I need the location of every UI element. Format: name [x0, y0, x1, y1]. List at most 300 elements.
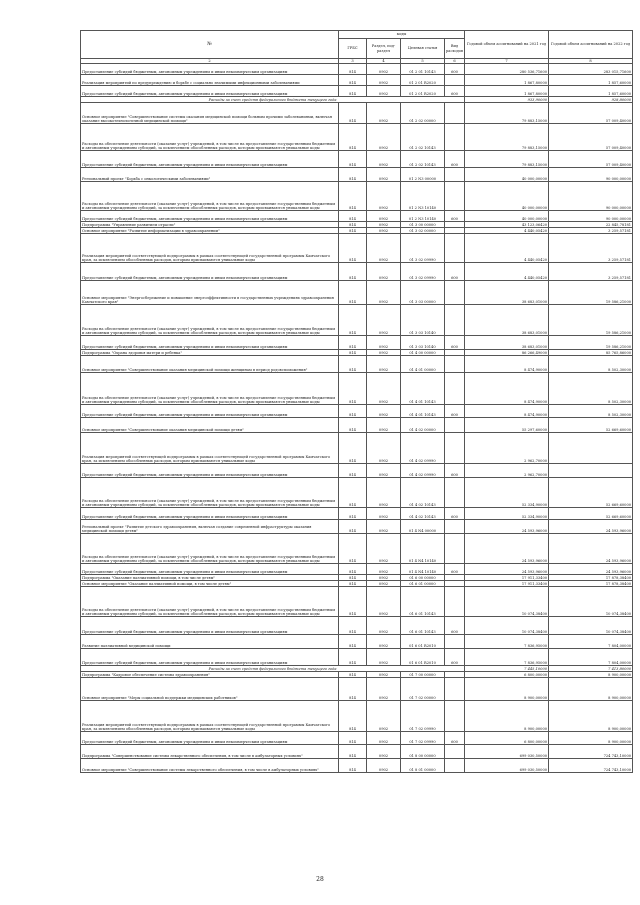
cell-section: 0902 [367, 64, 401, 75]
cell-section: 0902 [367, 635, 401, 649]
cell-vol-2022: 283 015,71600 [549, 64, 633, 75]
table-row [81, 373, 633, 405]
cell-grbs: 814 [339, 263, 367, 281]
cell-vol-2022: 724 743,10000 [549, 759, 633, 773]
cell-vol-2022: 8 900,00000 [549, 701, 633, 732]
cell-vol-2022: 22 845,78181 [549, 222, 633, 228]
cell-name: Расходы на обеспечение деятельности (оказание услуг) учреждений, в том числе на предоставление государственным бюджетным и автономным учреждениям субсидий, за исключением обособленных расходов, которым присваиваются уникальные коды [81, 124, 339, 151]
cell-grbs: 814 [339, 182, 367, 211]
cell-section: 0902 [367, 534, 401, 564]
cell-name: Подпрограмма "Оказание паллиативной помощи, в том числе детям" [81, 575, 339, 581]
col-index: 7 [465, 59, 549, 64]
cell-target: 01 3 00 00000 [401, 222, 445, 228]
cell-section: 0902 [367, 649, 401, 666]
cell-grbs: 814 [339, 745, 367, 759]
cell-grbs: 814 [339, 649, 367, 666]
cell-exp-type [445, 103, 465, 124]
cell-target: 01 4 00 00000 [401, 350, 445, 356]
cell-vol-2021: 10 074,38400 [465, 617, 549, 635]
cell-name: Предоставление субсидий бюджетным, автономным учреждениям и иным некоммерческим организациям [81, 617, 339, 635]
cell-vol-2022: 90 000,00000 [549, 168, 633, 182]
cell-name: Основное мероприятие "Энергосбережение и повышение энергоэффективности в государственных учреждениях здравоохранения Камчатского края" [81, 281, 339, 305]
cell-vol-2022: 57 009,40000 [549, 151, 633, 168]
cell-section: 0902 [367, 281, 401, 305]
cell-vol-2021: 10 074,38400 [465, 587, 549, 617]
cell-vol-2021: 40 000,00000 [465, 182, 549, 211]
cell-exp-type [445, 356, 465, 373]
cell-target: 01 3 03 10140 [401, 305, 445, 336]
budget-table [80, 30, 633, 773]
cell-name: Основное мероприятие "Оказание паллиативной помощи, в том числе детям" [81, 581, 339, 587]
cell-name: Основное мероприятие "Совершенствование оказания медицинской помощи детям" [81, 418, 339, 433]
cell-vol-2021: 699 030,50000 [465, 759, 549, 773]
page-number: 28 [316, 876, 324, 883]
cell-vol-2021: 86 266,49000 [465, 350, 549, 356]
cell-vol-2022: 90 000,00000 [549, 211, 633, 222]
cell-section: 0902 [367, 263, 401, 281]
cell-vol-2022: 10 074,38400 [549, 587, 633, 617]
cell-target: 01 2 N3 10140 [401, 182, 445, 211]
table-row [81, 617, 633, 635]
cell-section: 0902 [367, 759, 401, 773]
table-row [81, 635, 633, 649]
cell-exp-type [445, 635, 465, 649]
cell-name: Основное мероприятие "Совершенствование системы лекарственного обеспечения, в том числе в амбулаторных условиях" [81, 759, 339, 773]
table-row [81, 464, 633, 478]
cell-exp-type [445, 168, 465, 182]
cell-exp-type: 600 [445, 649, 465, 666]
cell-name: Реализация мероприятий соответствующей подпрограммы в рамках соответствующей государственной программы Камчатского края, за исключением обособленных расходов, которым присваиваются уникальные коды [81, 234, 339, 263]
header-target: Целевая статья [401, 39, 445, 59]
cell-target: 01 6 01 00000 [401, 581, 445, 587]
cell-target: 01 8 01 00000 [401, 759, 445, 773]
cell-grbs: 814 [339, 405, 367, 418]
cell-vol-2021: 24 593,96000 [465, 520, 549, 534]
cell-section: 0902 [367, 151, 401, 168]
cell-vol-2021: 24 593,96000 [465, 564, 549, 575]
cell-section: 0902 [367, 701, 401, 732]
cell-vol-2022: 8 900,00000 [549, 678, 633, 701]
cell-name: Предоставление субсидий бюджетным, автономным учреждениям и иным некоммерческим организациям [81, 649, 339, 666]
cell-target: 01 4 N4 00000 [401, 520, 445, 534]
col-index: 6 [445, 59, 465, 64]
cell-vol-2021: 55 297,60000 [465, 418, 549, 433]
table-row [81, 534, 633, 564]
cell-target: 01 4 N4 10140 [401, 534, 445, 564]
cell-name: Региональный проект "Борьба с онкологическими заболеваниями" [81, 168, 339, 182]
cell-vol-2021: 7 836,95000 [465, 635, 549, 649]
table-row [81, 745, 633, 759]
cell-exp-type: 600 [445, 86, 465, 97]
cell-section: 0902 [367, 745, 401, 759]
cell-vol-2022: 724 743,10000 [549, 745, 633, 759]
cell-exp-type: 600 [445, 464, 465, 478]
table-row [81, 124, 633, 151]
cell-exp-type [445, 182, 465, 211]
cell-grbs: 814 [339, 581, 367, 587]
cell-target: 01 3 02 09990 [401, 234, 445, 263]
cell-grbs: 814 [339, 211, 367, 222]
cell-target: 01 4 02 00000 [401, 418, 445, 433]
cell-vol-2022: 1 857,60000 [549, 75, 633, 86]
cell-section: 0902 [367, 103, 401, 124]
cell-grbs: 814 [339, 587, 367, 617]
table-row [81, 418, 633, 433]
cell-vol-2022: 8 900,00000 [549, 732, 633, 745]
cell-vol-2022 [549, 433, 633, 464]
cell-vol-2022: 24 593,96000 [549, 564, 633, 575]
cell-target: 01 7 02 00000 [401, 678, 445, 701]
cell-target: 01 4 02 09990 [401, 464, 445, 478]
cell-target: 01 6 01 R2010 [401, 635, 445, 649]
table-row [81, 182, 633, 211]
cell-target: 01 4 01 10143 [401, 405, 445, 418]
table-row [81, 263, 633, 281]
cell-vol-2021: 40 000,00000 [465, 168, 549, 182]
cell-vol-2021: 6 800,00000 [465, 732, 549, 745]
cell-vol-2022: 19 586,21000 [549, 336, 633, 350]
cell-vol-2021: 79 883,15000 [465, 124, 549, 151]
cell-grbs: 814 [339, 64, 367, 75]
cell-vol-2022: 57 009,40000 [549, 124, 633, 151]
table-row [81, 211, 633, 222]
cell-name: Предоставление субсидий бюджетным, автономным учреждениям и иным некоммерческим организациям [81, 86, 339, 97]
cell-target: 01 2 01 R2020 [401, 86, 445, 97]
cell-section: 0902 [367, 575, 401, 581]
cell-section: 0902 [367, 86, 401, 97]
cell-name: Расходы на обеспечение деятельности (оказание услуг) учреждений, в том числе на предоставление государственным бюджетным и автономным учреждениям субсидий, за исключением обособленных расходов, которым присваиваются уникальные коды [81, 587, 339, 617]
cell-grbs: 814 [339, 86, 367, 97]
cell-grbs: 814 [339, 168, 367, 182]
cell-name: Предоставление субсидий бюджетным, автономным учреждениям и иным некоммерческим организациям [81, 336, 339, 350]
col-index: 4 [367, 59, 401, 64]
cell-exp-type [445, 520, 465, 534]
cell-section: 0902 [367, 228, 401, 234]
cell-vol-2021: 79 883,15000 [465, 103, 549, 124]
cell-vol-2021: 8 474,90000 [465, 405, 549, 418]
cell-name: Предоставление субсидий бюджетным, автономным учреждениям и иным некоммерческим организациям [81, 564, 339, 575]
cell-vol-2021: 1 867,80000 [465, 86, 549, 97]
cell-grbs: 814 [339, 701, 367, 732]
cell-name: Расходы на обеспечение деятельности (оказание услуг) учреждений, в том числе на предоставление государственным бюджетным и автономным учреждениям субсидий, за исключением обособленных расходов, которым присваиваются уникальные коды [81, 478, 339, 508]
cell-target: 01 7 02 09990 [401, 701, 445, 732]
cell-section: 0902 [367, 305, 401, 336]
cell-name: Подпрограмма "Кадровое обеспечение системы здравоохранения" [81, 672, 339, 678]
cell-section: 0902 [367, 433, 401, 464]
cell-name: Реализация мероприятий соответствующей подпрограммы в рамках соответствующей государственной программы Камчатского края, за исключением обособленных расходов, которым присваиваются уникальные коды [81, 701, 339, 732]
cell-target: 01 7 02 09990 [401, 732, 445, 745]
cell-vol-2022: 3 259,57181 [549, 228, 633, 234]
cell-exp-type [445, 373, 465, 405]
cell-vol-2021: 7 445,10000 [465, 666, 549, 672]
table-row [81, 86, 633, 97]
cell-grbs: 814 [339, 356, 367, 373]
cell-target: 01 2 02 10143 [401, 124, 445, 151]
cell-exp-type [445, 478, 465, 508]
cell-vol-2021: 8 900,00000 [465, 701, 549, 732]
cell-vol-2022: 17 878,38400 [549, 581, 633, 587]
cell-grbs: 814 [339, 575, 367, 581]
table-row [81, 433, 633, 464]
cell-vol-2022: 7 413,80000 [549, 666, 633, 672]
cell-exp-type [445, 281, 465, 305]
cell-target: 01 2 N3 10140 [401, 211, 445, 222]
table-header [81, 31, 633, 64]
cell-exp-type: 600 [445, 405, 465, 418]
cell-vol-2022: 3 259,57181 [549, 234, 633, 263]
cell-exp-type: 600 [445, 64, 465, 75]
cell-vol-2021: 52 334,90000 [465, 508, 549, 520]
cell-vol-2021: 2 962,70000 [465, 433, 549, 464]
cell-exp-type [445, 124, 465, 151]
cell-exp-type [445, 305, 465, 336]
cell-exp-type [445, 701, 465, 732]
col-index: 8 [549, 59, 633, 64]
cell-exp-type [445, 418, 465, 433]
cell-vol-2022: 57 009,40000 [549, 103, 633, 124]
table-row [81, 732, 633, 745]
cell-vol-2021: 38 683,01000 [465, 305, 549, 336]
cell-exp-type: 600 [445, 564, 465, 575]
cell-exp-type [445, 534, 465, 564]
cell-grbs: 814 [339, 732, 367, 745]
cell-vol-2021: 8 474,90000 [465, 373, 549, 405]
cell-target: 01 2 01 R2020 [401, 75, 445, 86]
cell-target: 01 3 03 10140 [401, 336, 445, 350]
cell-section: 0902 [367, 418, 401, 433]
cell-section: 0902 [367, 336, 401, 350]
cell-grbs: 814 [339, 373, 367, 405]
cell-name: Предоставление субсидий бюджетным, автономным учреждениям и иным некоммерческим организациям [81, 263, 339, 281]
cell-section: 0902 [367, 732, 401, 745]
cell-name: Предоставление субсидий бюджетным, автономным учреждениям и иным некоммерческим организациям [81, 64, 339, 75]
cell-target: 01 4 01 00000 [401, 356, 445, 373]
cell-section: 0902 [367, 678, 401, 701]
cell-name: Развитие паллиативной медицинской помощи [81, 635, 339, 649]
cell-grbs: 814 [339, 617, 367, 635]
cell-name: Основное мероприятие "Совершенствование оказания медицинской помощи женщинам в период родовспоможения" [81, 356, 339, 373]
cell-vol-2022: 7 804,00000 [549, 649, 633, 666]
cell-vol-2021: 7 836,95000 [465, 649, 549, 666]
table-row [81, 336, 633, 350]
cell-target: 01 2 01 10143 [401, 64, 445, 75]
cell-name: Расходы на обеспечение деятельности (оказание услуг) учреждений, в том числе на предоставление государственным бюджетным и автономным учреждениям субсидий, за исключением обособленных расходов, которым присваиваются уникальные коды [81, 182, 339, 211]
cell-target: 01 6 01 10143 [401, 587, 445, 617]
table-row [81, 478, 633, 508]
cell-exp-type: 600 [445, 617, 465, 635]
cell-vol-2022: 8 502,30000 [549, 405, 633, 418]
cell-target: 01 4 01 10143 [401, 373, 445, 405]
table-row [81, 64, 633, 75]
table-row [81, 564, 633, 575]
col-index: 3 [339, 59, 367, 64]
header-vol-2021: Годовой объем ассигнований на 2021 год [465, 31, 549, 59]
table-row [81, 587, 633, 617]
table-row [81, 649, 633, 666]
cell-section: 0902 [367, 520, 401, 534]
cell-vol-2021: 4 440,05420 [465, 234, 549, 263]
cell-target: 01 2 02 10143 [401, 151, 445, 168]
table-row [81, 508, 633, 520]
cell-vol-2022: 52 669,60000 [549, 418, 633, 433]
cell-target: 01 6 00 00000 [401, 575, 445, 581]
cell-name: Предоставление субсидий бюджетным, автономным учреждениям и иным некоммерческим организациям [81, 405, 339, 418]
cell-section: 0902 [367, 405, 401, 418]
cell-grbs: 814 [339, 305, 367, 336]
cell-section: 0902 [367, 587, 401, 617]
cell-vol-2021: 4 440,05420 [465, 228, 549, 234]
cell-exp-type: 600 [445, 263, 465, 281]
cell-target: 01 2 02 00000 [401, 103, 445, 124]
header-section: Раздел, под-раздел [367, 39, 401, 59]
cell-vol-2022: 8 502,30000 [549, 356, 633, 373]
cell-vol-2021: 699 030,50000 [465, 745, 549, 759]
cell-target: 01 6 01 R2010 [401, 649, 445, 666]
cell-section: 0902 [367, 672, 401, 678]
cell-vol-2022: 24 593,96000 [549, 520, 633, 534]
cell-target: 01 3 02 00000 [401, 228, 445, 234]
cell-vol-2021: 17 911,33400 [465, 581, 549, 587]
cell-vol-2021: 2 962,70000 [465, 464, 549, 478]
cell-name: Предоставление субсидий бюджетным, автономным учреждениям и иным некоммерческим организациям [81, 508, 339, 520]
cell-target: 01 3 02 09990 [401, 263, 445, 281]
cell-grbs: 814 [339, 534, 367, 564]
cell-section: 0902 [367, 581, 401, 587]
col-index: 5 [401, 59, 445, 64]
cell-grbs: 814 [339, 478, 367, 508]
cell-target: 01 8 00 00000 [401, 745, 445, 759]
cell-vol-2021: 40 000,00000 [465, 211, 549, 222]
cell-vol-2022: 8 900,00000 [549, 672, 633, 678]
cell-vol-2022: 7 804,00000 [549, 635, 633, 649]
cell-grbs: 814 [339, 678, 367, 701]
cell-exp-type: 600 [445, 336, 465, 350]
cell-vol-2022: 90 000,00000 [549, 182, 633, 211]
cell-vol-2021: 8 900,00000 [465, 678, 549, 701]
header-vol-2022: Годовой объем ассигнований на 2022 год [549, 31, 633, 59]
cell-name: Предоставление субсидий бюджетным, автономным учреждениям и иным некоммерческим организациям [81, 151, 339, 168]
cell-vol-2022: 19 586,21000 [549, 281, 633, 305]
cell-vol-2022: 10 074,38400 [549, 617, 633, 635]
cell-vol-2022: 19 586,21000 [549, 305, 633, 336]
cell-vol-2022: 1 857,60000 [549, 86, 633, 97]
cell-vol-2021: 52 334,90000 [465, 478, 549, 508]
cell-grbs: 814 [339, 151, 367, 168]
cell-grbs: 814 [339, 222, 367, 228]
table-row [81, 305, 633, 336]
table-body [81, 64, 633, 773]
cell-section: 0902 [367, 508, 401, 520]
cell-name: Основное мероприятие "Развитие информатизации в здравоохранении" [81, 228, 339, 234]
cell-name: Основное мероприятие "Совершенствование системы оказания медицинской помощи больным прочими заболеваниями, включая оказание высокотехнологичной медицинской помощи" [81, 103, 339, 124]
cell-vol-2022: 52 669,60000 [549, 478, 633, 508]
cell-name: Подпрограмма "Совершенствование системы лекарственного обеспечения, в том числе в амбулаторных условиях" [81, 745, 339, 759]
cell-name: Расходы на обеспечение деятельности (оказание услуг) учреждений, в том числе на предоставление государственным бюджетным и автономным учреждениям субсидий, за исключением обособленных расходов, которым присваиваются уникальные коды [81, 305, 339, 336]
cell-grbs: 814 [339, 418, 367, 433]
cell-grbs: 814 [339, 564, 367, 575]
cell-grbs: 814 [339, 281, 367, 305]
cell-target: 01 4 02 09990 [401, 433, 445, 464]
cell-section: 0902 [367, 356, 401, 373]
cell-vol-2021: 6 800,00000 [465, 672, 549, 678]
cell-target: 01 6 01 10143 [401, 617, 445, 635]
table-row [81, 103, 633, 124]
cell-exp-type [445, 759, 465, 773]
table-row [81, 75, 633, 86]
table-row [81, 678, 633, 701]
cell-grbs: 814 [339, 464, 367, 478]
table-row [81, 405, 633, 418]
cell-section: 0902 [367, 75, 401, 86]
cell-grbs: 814 [339, 350, 367, 356]
cell-section: 0902 [367, 124, 401, 151]
table-row [81, 151, 633, 168]
cell-vol-2021: 933,90000 [465, 97, 549, 103]
cell-exp-type [445, 75, 465, 86]
cell-grbs: 814 [339, 234, 367, 263]
cell-vol-2021: 8 474,90000 [465, 356, 549, 373]
cell-vol-2022: 928,80000 [549, 97, 633, 103]
header-codes-group: коды [339, 31, 465, 39]
cell-grbs: 814 [339, 75, 367, 86]
cell-target: 01 3 03 00000 [401, 281, 445, 305]
cell-name: Подпрограмма "Управление развитием отрасли" [81, 222, 339, 228]
cell-vol-2021: 4 440,05420 [465, 263, 549, 281]
cell-name: Подпрограмма "Охрана здоровья матери и ребенка" [81, 350, 339, 356]
table-row [81, 701, 633, 732]
cell-name: Расходы на обеспечение деятельности (оказание услуг) учреждений, в том числе на предоставление государственным бюджетным и автономным учреждениям субсидий, за исключением обособленных расходов, которым присваиваются уникальные коды [81, 373, 339, 405]
cell-section: 0902 [367, 373, 401, 405]
cell-section: 0902 [367, 464, 401, 478]
cell-target: 01 7 00 00000 [401, 672, 445, 678]
cell-exp-type [445, 678, 465, 701]
cell-vol-2022: 52 669,60000 [549, 508, 633, 520]
cell-name: Расходы на обеспечение деятельности (оказание услуг) учреждений, в том числе на предоставление государственным бюджетным и автономным учреждениям субсидий, за исключением обособленных расходов, которым присваиваются уникальные коды [81, 534, 339, 564]
cell-grbs: 814 [339, 635, 367, 649]
cell-vol-2022: 3 259,57181 [549, 263, 633, 281]
table-row [81, 234, 633, 263]
cell-vol-2021: 1 867,80000 [465, 75, 549, 86]
cell-grbs: 814 [339, 508, 367, 520]
col-index: 2 [81, 59, 339, 64]
cell-grbs: 814 [339, 759, 367, 773]
cell-exp-type: 600 [445, 732, 465, 745]
cell-exp-type [445, 234, 465, 263]
cell-target: 01 4 02 10143 [401, 508, 445, 520]
header-grbs: ГРБС [339, 39, 367, 59]
table-row [81, 281, 633, 305]
cell-exp-type: 600 [445, 151, 465, 168]
cell-vol-2021: 24 593,96000 [465, 534, 549, 564]
cell-section: 0902 [367, 182, 401, 211]
cell-name: Региональный проект "Развитие детского здравоохранения, включая создание современной инфраструктуры оказания медицинской помощи детям" [81, 520, 339, 534]
cell-vol-2022 [549, 464, 633, 478]
cell-vol-2021: 38 683,01000 [465, 336, 549, 350]
cell-name: Предоставление субсидий бюджетным, автономным учреждениям и иным некоммерческим организациям [81, 464, 339, 478]
cell-grbs: 814 [339, 520, 367, 534]
cell-grbs: 814 [339, 336, 367, 350]
cell-vol-2021: 17 911,33400 [465, 575, 549, 581]
cell-section: 0902 [367, 222, 401, 228]
cell-grbs: 814 [339, 433, 367, 464]
cell-vol-2022: 8 502,30000 [549, 373, 633, 405]
table-row [81, 520, 633, 534]
cell-exp-type [445, 745, 465, 759]
cell-vol-2021: 79 883,15000 [465, 151, 549, 168]
cell-target: 01 2 N3 00000 [401, 168, 445, 182]
header-no: № [81, 31, 339, 59]
table-row [81, 759, 633, 773]
